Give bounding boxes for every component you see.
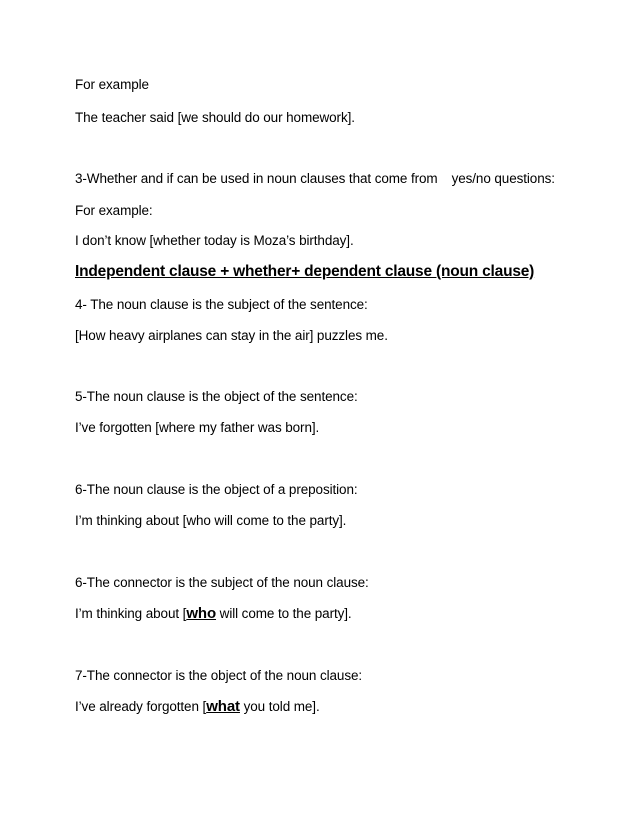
text-line-rule-3 — [75, 170, 555, 188]
text-line-for-example: For example — [75, 77, 149, 92]
text-line-rule-4: 4- The noun clause is the subject of the sentence: — [75, 297, 368, 312]
keyword-what: what — [206, 698, 240, 715]
what-example-end: you told me]. — [239, 699, 320, 714]
text-line-rule-6b: 6-The connector is the subject of the noun clause: — [75, 575, 369, 590]
text-line-teacher-example: The teacher said [we should do our homework]. — [75, 110, 355, 125]
text-line-father-example: I’ve forgotten [where my father was born]. — [75, 420, 320, 435]
text-line-what-example — [75, 698, 320, 716]
text-line-rule-5: 5-The noun clause is the object of the sentence: — [75, 389, 358, 404]
text-line-moza-example: I don’t know [whether today is Moza’s birthday]. — [75, 233, 354, 248]
text-line-rule-7: 7-The connector is the object of the noun clause: — [75, 668, 363, 683]
text-line-rule-6a: 6-The noun clause is the object of a preposition: — [75, 482, 358, 497]
text-line-for-example-2: For example: — [75, 203, 153, 218]
text-line-party-example: I’m thinking about [who will come to the party]. — [75, 513, 347, 528]
keyword-who: who — [186, 605, 217, 622]
rule-3-main: 3-Whether and if can be used in noun clauses that come from — [75, 171, 438, 186]
text-line-who-example — [75, 605, 352, 623]
rule-3-tail: yes/no questions: — [451, 171, 555, 186]
section-heading: Independent clause + whether+ dependent clause (noun clause) — [75, 263, 535, 280]
what-example-start: I’ve already forgotten [ — [75, 699, 207, 714]
text-line-airplanes-example: [How heavy airplanes can stay in the air] puzzles me. — [75, 328, 388, 343]
who-example-start: I’m thinking about [ — [75, 606, 187, 621]
who-example-end: will come to the party]. — [216, 606, 352, 621]
